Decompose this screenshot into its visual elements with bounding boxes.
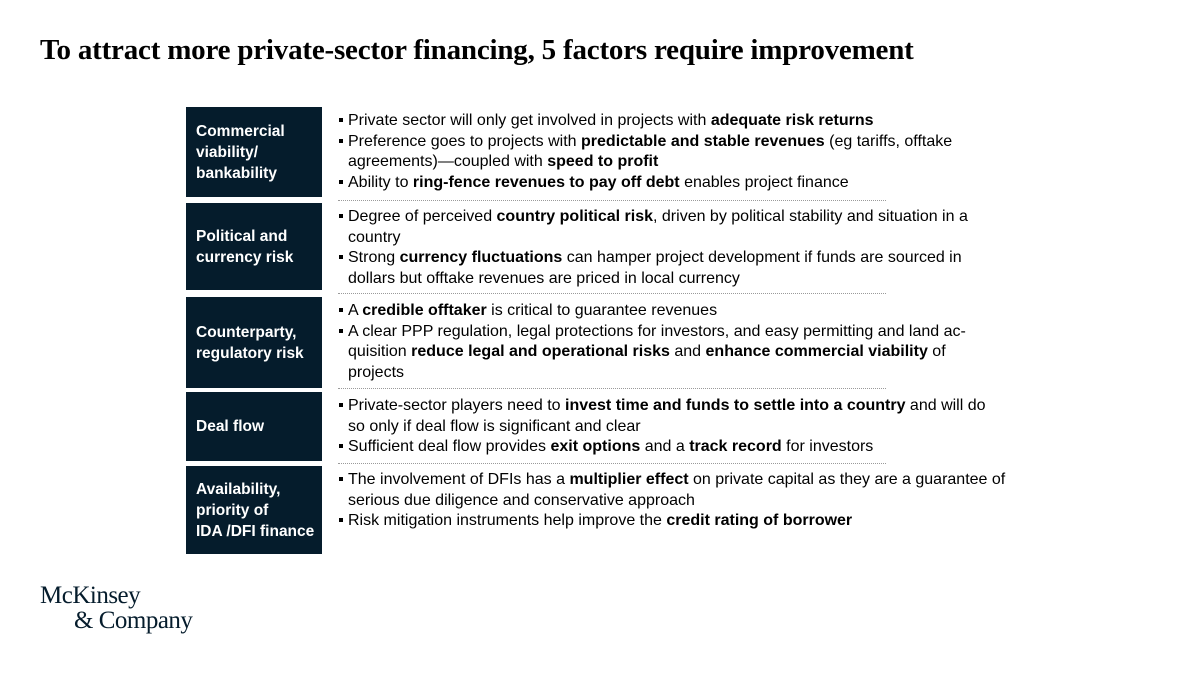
bullet-emphasis: credible offtaker	[362, 302, 487, 319]
bullet-text: of projects	[348, 343, 946, 381]
bullet-list	[338, 301, 1006, 383]
bullet-item	[338, 470, 1006, 511]
bullet-item	[338, 301, 1006, 322]
bullet-item	[338, 132, 1006, 173]
factor-row-deal-flow	[186, 392, 1006, 461]
bullet-text: Sufficient deal flow provides	[348, 438, 551, 455]
bullet-text: (eg tariffs, offtake agreements)—coupled with	[348, 132, 953, 170]
bullet-emphasis: exit options	[550, 438, 641, 455]
bullet-text: can hamper project development if funds are sourced in dollars but offtake revenues are priced in local currency	[348, 249, 962, 287]
logo-line-1: McKinsey	[40, 582, 141, 609]
bullet-emphasis: multiplier effect	[569, 471, 689, 488]
bullet-text: Preference goes to projects with	[348, 132, 582, 150]
bullet-text: is critical to guarantee revenues	[486, 302, 718, 319]
factor-label-box	[186, 466, 322, 554]
bullet-text: on private capital as they are a guarantee of serious due diligence and conservative approach	[348, 471, 1006, 509]
bullet-emphasis: predictable and stable revenues	[581, 132, 825, 150]
bullet-emphasis: track record	[689, 438, 782, 455]
bullet-item	[338, 173, 1006, 194]
page-title: To attract more private-sector financing, 5 factors require improvement	[40, 34, 914, 66]
bullet-text: Risk mitigation instruments help improve the	[348, 512, 667, 529]
bullet-item	[338, 248, 1006, 289]
row-divider	[338, 200, 886, 201]
bullet-item	[338, 396, 1006, 437]
bullet-text: Ability to	[348, 173, 413, 191]
bullet-emphasis: currency fluctuations	[399, 249, 563, 266]
mckinsey-logo	[40, 583, 192, 633]
factor-label-box	[186, 107, 322, 197]
factor-label-box	[186, 297, 322, 388]
bullet-text: and a	[640, 438, 690, 455]
bullet-list	[338, 207, 1006, 289]
factor-label: Political and currency risk	[196, 227, 294, 266]
bullet-text: A clear PPP regulation, legal protections for investors, and easy permitting and land ac-quisition	[348, 322, 966, 360]
bullet-text: Private sector will only get involved in projects with	[348, 112, 711, 129]
bullet-list	[338, 111, 1006, 193]
factor-label: Commercial viability/ bankability	[196, 122, 285, 182]
factor-label-box	[186, 392, 322, 461]
bullet-list	[338, 470, 1006, 532]
bullet-text: The involvement of DFIs has a	[348, 471, 570, 488]
factor-label-box	[186, 203, 322, 290]
factor-label: Deal flow	[196, 418, 265, 435]
row-divider	[338, 293, 886, 294]
factor-label: Counterparty, regulatory risk	[196, 323, 304, 362]
bullet-text: , driven by political stability and situation in a country	[348, 208, 968, 246]
bullet-text: for investors	[781, 438, 874, 455]
bullet-emphasis: invest time and funds to settle into a country	[565, 397, 906, 414]
bullet-emphasis: reduce legal and operational risks	[411, 343, 670, 360]
bullet-emphasis: enhance commercial viability	[705, 343, 928, 360]
logo-line-2: & Company	[74, 607, 193, 634]
factor-row-counterparty-regulatory-risk	[186, 297, 1006, 388]
factor-label: Availability, priority of IDA /DFI finance	[196, 480, 315, 540]
bullet-item	[338, 437, 1006, 458]
bullet-item	[338, 511, 1006, 532]
factor-row-ida-dfi-finance	[186, 466, 1006, 554]
bullet-emphasis: adequate risk returns	[710, 112, 874, 129]
bullet-text: Private-sector players need to	[348, 397, 565, 414]
bullet-text: Strong	[348, 249, 400, 266]
bullet-text: enables project finance	[679, 173, 849, 191]
bullet-emphasis: country political risk	[496, 208, 654, 225]
bullet-text: and	[669, 343, 706, 360]
bullet-emphasis: speed to profit	[547, 153, 659, 170]
bullet-item	[338, 322, 1006, 384]
bullet-emphasis: ring-fence revenues to pay off debt	[412, 173, 680, 191]
row-divider	[338, 463, 886, 464]
factor-row-commercial-viability	[186, 107, 1006, 197]
bullet-emphasis: credit rating of borrower	[666, 512, 853, 529]
bullet-item	[338, 207, 1006, 248]
bullet-text: and will do so only if deal flow is significant and clear	[348, 397, 986, 435]
bullet-item	[338, 111, 1006, 132]
bullet-list	[338, 396, 1006, 458]
bullet-text: Degree of perceived	[348, 208, 497, 225]
bullet-text: A	[348, 302, 363, 319]
factor-row-political-currency-risk	[186, 203, 1006, 290]
row-divider	[338, 388, 886, 389]
